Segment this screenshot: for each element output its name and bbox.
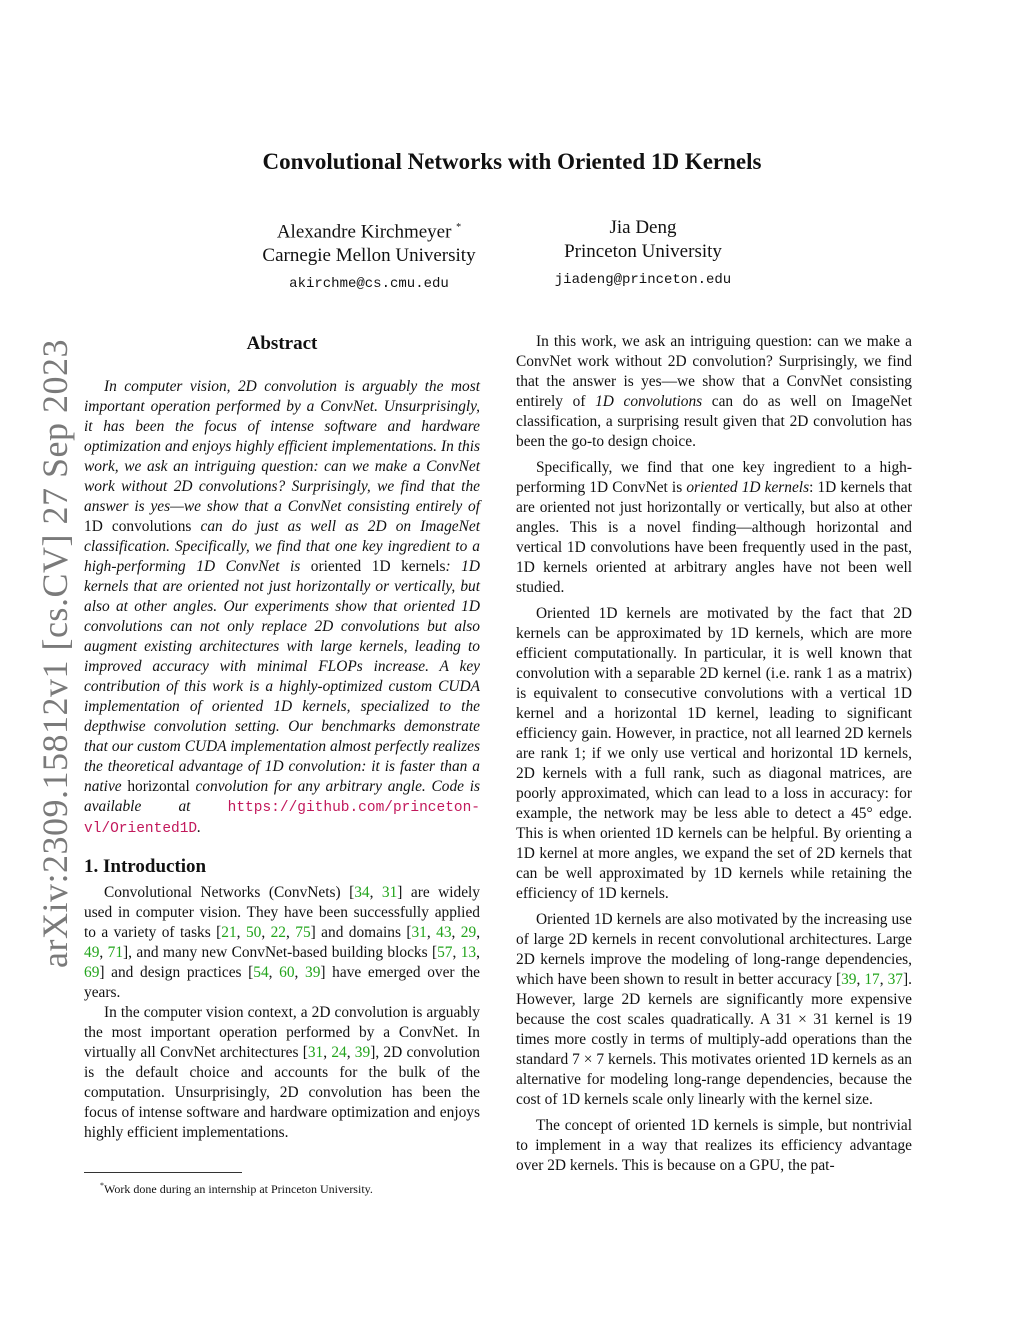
author-email[interactable]: jiadeng@princeton.edu (554, 272, 732, 288)
author-name: Jia Deng (609, 217, 677, 238)
citation-link[interactable]: 34 (354, 884, 370, 901)
citation-link[interactable]: 31 (411, 924, 427, 941)
abstract (84, 377, 480, 839)
author-affiliation: Carnegie Mellon University (262, 245, 476, 267)
emphasized-term: 1D convolutions (595, 393, 703, 410)
emphasized-term: oriented 1D kernels (686, 479, 810, 496)
citation-link[interactable]: 71 (107, 944, 124, 961)
abstract-heading: Abstract (246, 333, 318, 354)
citation-link[interactable]: 29 (460, 924, 477, 941)
author-email[interactable]: akirchme@cs.cmu.edu (289, 276, 449, 293)
author-name-line (240, 216, 498, 244)
citation-link[interactable]: 43 (436, 924, 452, 941)
citation-link[interactable]: 22 (270, 924, 286, 941)
author-block (240, 216, 498, 294)
right-column (516, 332, 912, 1176)
citation-link[interactable]: 39 (841, 971, 857, 988)
upright-term: 1D convolutions (84, 518, 192, 535)
upright-term: horizontal (127, 778, 190, 795)
intro-paragraph: Convolutional Networks (ConvNets) [34, 31] are widely used in computer vision. They have been successfully applied to a variety of tasks [21, 50, 22, 75] and domains [31, 43, 29, 49, 71], and many new ConvNet-based building blocks [57, 13, 69] and design practices [54, 60, 39] have emerged over the years. (84, 884, 481, 1001)
citation-link[interactable]: 57 (437, 944, 453, 961)
citation-link[interactable]: 17 (864, 971, 880, 988)
citation-link[interactable]: 24 (331, 1044, 347, 1061)
author-block (548, 216, 738, 290)
footnote-text: Work done during an internship at Princeton University. (104, 1182, 373, 1196)
section-heading-introduction: 1. Introduction (84, 856, 207, 877)
citation-link[interactable]: 39 (354, 1044, 371, 1061)
footnote-divider (84, 1172, 242, 1173)
arxiv-identifier: arXiv:2309.15812v1 [cs.CV] 27 Sep 2023 (35, 339, 75, 968)
body-paragraph: The concept of oriented 1D kernels is simple, but nontrivial to implement in a way that realizes its efficiency advantage over 2D kernels. This is because on a GPU, the pat- (516, 1117, 912, 1174)
citation-link[interactable]: 31 (307, 1044, 324, 1061)
citation-link[interactable]: 50 (245, 924, 262, 941)
citation-link[interactable]: 39 (305, 964, 321, 981)
footnote-mark: * (100, 1181, 104, 1190)
left-column (84, 332, 480, 1143)
author-affiliation: Princeton University (564, 241, 722, 262)
citation-link[interactable]: 60 (279, 964, 295, 981)
code-url-link[interactable]: https://github.com/princeton-vl/Oriented1D (84, 800, 480, 837)
citation-link[interactable]: 37 (887, 971, 903, 988)
citation-link[interactable]: 13 (460, 944, 477, 961)
citation-link[interactable]: 31 (381, 884, 398, 901)
paper-title: Convolutional Networks with Oriented 1D Kernels (262, 149, 762, 174)
citation-link[interactable]: 49 (84, 944, 100, 961)
body-paragraph: Oriented 1D kernels are also motivated by the increasing use of large 2D kernels in recent convolutional architectures. Large 2D kernels improve the modeling of long-range dependencies, which have been shown to result in better accuracy [39, 17, 37]. However, large 2D kernels are significantly more expensive because the cost scales quadratically. A 31 × 31 kernel is 19 times more costly in terms of multiply-add operations than the standard 7 × 7 kernels. This motivates oriented 1D kernels as an alternative for modeling long-range dependencies, because the cost of 1D kernels scale only linearly with the kernel size. (516, 911, 912, 1108)
body-paragraph: Oriented 1D kernels are motivated by the fact that 2D kernels can be approximated by 1D kernels, which are more efficient computationally. In particular, it is well known that convolution with a separable 2D kernel (i.e. rank 1 as a matrix) is equivalent to consecutive convolutions with a vertical 1D kernel and a horizontal 1D kernel, leading to significant efficiency gain. However, in practice, not all learned 2D kernels are rank 1; if we only use vertical and horizontal 1D kernels, 2D kernels with a full rank, such as diagonal matrices, are poorly approximated, which can lead to a loss in accuracy: for example, the network may be less able to detect a 45° edge. This is when oriented 1D kernels can be helpful. By orienting a 1D kernel at more angles, we expand the set of 2D kernels that can be well approximated by 1D kernels while retaining the efficiency of 1D kernels. (516, 605, 912, 902)
body-paragraph: In this work, we ask an intriguing question: can we make a ConvNet work without 2D convolution? Surprisingly, we find that the answer is yes—we show that a ConvNet consisting entirely of 1D convolutions can do as well on ImageNet classification, a surprising result given that 2D convolution has been the go-to design choice. (516, 333, 912, 450)
intro-paragraph: In the computer vision context, a 2D convolution is arguably the most important operation performed by a ConvNet. In virtually all ConvNet architectures [31, 24, 39], 2D convolution is the default choice and accounts for the bulk of the computation. Unsurprisingly, 2D convolution has been the focus of intense software and hardware optimization and enjoys highly efficient implementations. (84, 1004, 480, 1141)
body-paragraph: Specifically, we find that one key ingredient to a high-performing 1D ConvNet is oriented 1D kernels: 1D kernels that are oriented not just horizontally or vertically, but also at other angles. This is a novel finding—although horizontal and vertical 1D convolutions have been frequently used in the past, 1D kernels oriented at arbitrary angles have not been well studied. (516, 459, 912, 596)
footnote (84, 1178, 484, 1197)
citation-link[interactable]: 21 (221, 924, 237, 941)
citation-link[interactable]: 69 (84, 964, 100, 981)
abstract-paragraph: In computer vision, 2D convolution is arguably the most important operation performed by a ConvNet. Unsurprisingly, it has been the focus of intense software and hardware optimization and enjoys highly efficient implementations. In this work, we ask an intriguing question: can we make a ConvNet work without 2D convolutions? Surprisingly, we find that the answer is yes—we show that a ConvNet consisting entirely of 1D convolutions can do just as well as 2D on ImageNet classification. Specifically, we find that one key ingredient to a high-performing 1D ConvNet is oriented 1D kernels: 1D kernels that are oriented not just horizontally or vertically, but also at other angles. Our experiments show that oriented 1D convolutions can not only replace 2D convolutions but also augment existing architectures with large kernels, leading to improved accuracy with minimal FLOPs increase. A key contribution of this work is a highly-optimized custom CUDA implementation of oriented 1D kernels, specialized to the depthwise convolution setting. Our benchmarks demonstrate that our custom CUDA implementation almost perfectly realizes the theoretical advantage of 1D convolution: it is faster than a native horizontal convolution for any arbitrary angle. Code is available at https://github.com/princeton-vl/Oriented1D. (84, 378, 480, 837)
upright-term: oriented 1D kernels (310, 558, 446, 575)
author-footnote-mark: * (456, 222, 462, 233)
author-name: Alexandre Kirchmeyer (276, 221, 452, 243)
citation-link[interactable]: 54 (253, 964, 269, 981)
citation-link[interactable]: 75 (295, 924, 311, 941)
